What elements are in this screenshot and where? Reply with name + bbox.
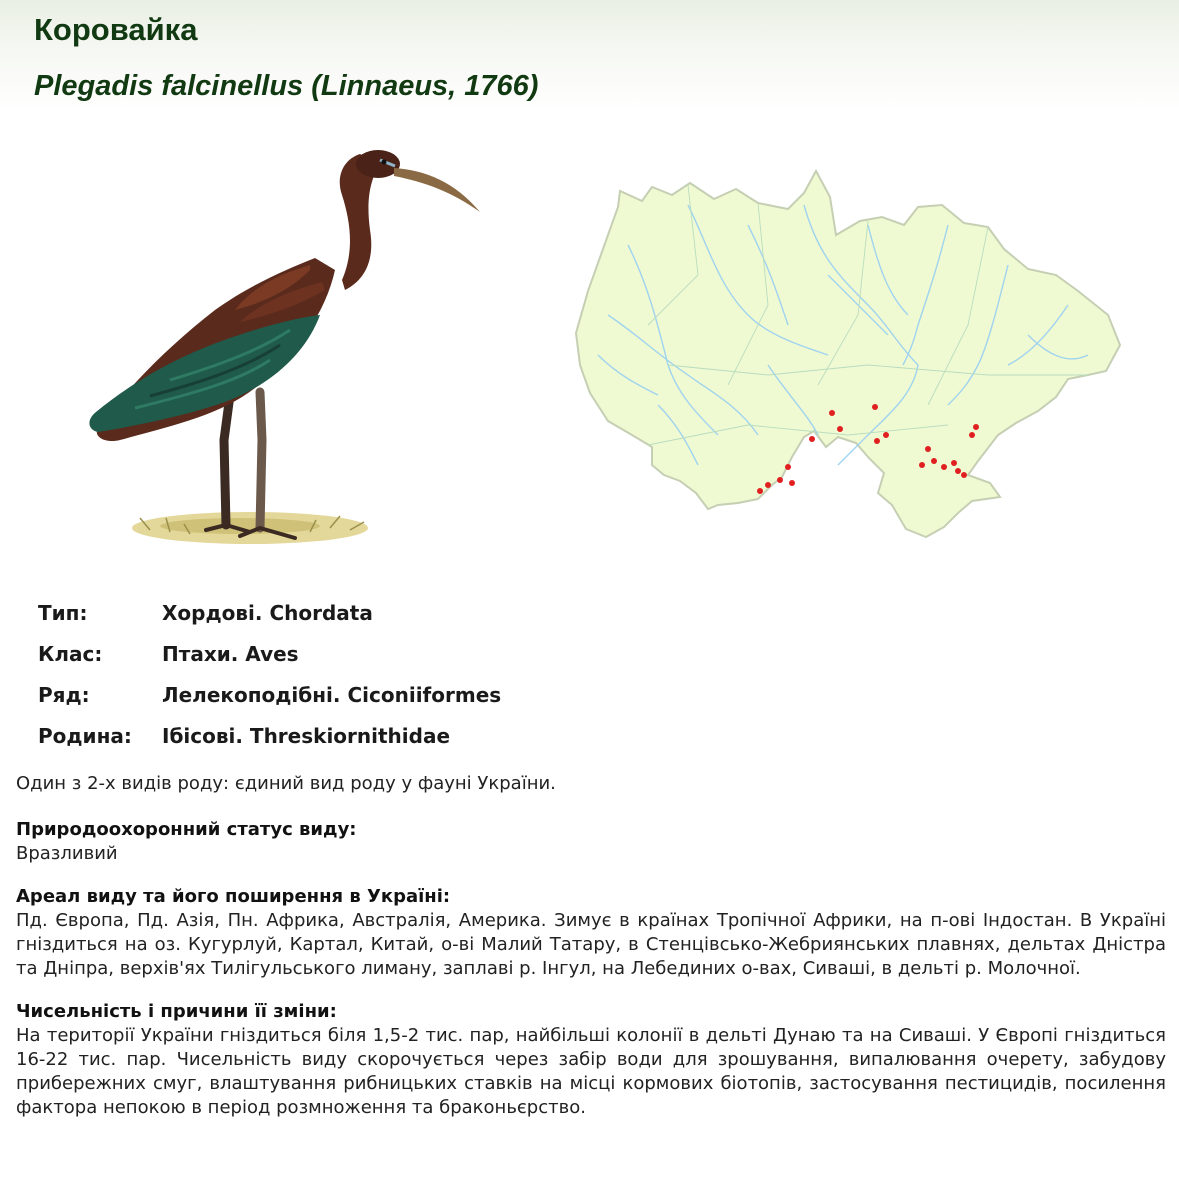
- range-heading: Ареал виду та його поширення в Україні:: [16, 886, 451, 907]
- glossy-ibis-illustration: [80, 140, 490, 560]
- taxonomy-row-type: [38, 592, 501, 633]
- taxonomy-label: Клас:: [38, 641, 103, 666]
- taxonomy-row-class: [38, 633, 501, 674]
- map-territory: [576, 171, 1120, 537]
- taxonomy-row-order: [38, 674, 501, 715]
- species-latin-name: Plegadis falcinellus (Linnaeus, 1766): [34, 70, 539, 102]
- taxonomy-label: Ряд:: [38, 682, 90, 707]
- population-text: На території України гніздиться біля 1,5-2 тис. пар, найбільші колонії в дельті Дунаю та на Сиваші. У Європі гніздиться 16-22 тис. пар. Чисельність виду скорочується через забір води для зрошування, випалювання очерету, забудову прибережних смуг, влаштування рибницьких ставків на місці кормових біотопів, застосування пестицидів, посилення фактора непокою в період розмноження та браконьєрство.: [16, 1025, 1166, 1118]
- taxonomy-label: Родина:: [38, 723, 132, 748]
- ukraine-distribution-map: [568, 165, 1128, 545]
- taxonomy-value: Птахи. Aves: [162, 641, 299, 666]
- status-heading: Природоохоронний статус виду:: [16, 819, 357, 840]
- taxonomy-label: Тип:: [38, 600, 88, 625]
- taxonomy-table: [38, 592, 501, 756]
- status-text: Вразливий: [16, 843, 118, 864]
- intro-text: Один з 2-х видів роду: єдиний вид роду у фауні України.: [16, 773, 556, 794]
- range-text: Пд. Європа, Пд. Азія, Пн. Африка, Австралія, Америка. Зимує в країнах Тропічної Африки, на п-ові Індостан. В Україні гніздиться на оз. Кугурлуй, Картал, Китай, о-ві Малий Татару, в Стенцівсько-Жебриянських плавнях, дельтах Дністра та Дніпра, верхів'ях Тилігульського лиману, заплаві р. Інгул, на Лебединих о-вах, Сиваші, в дельті р. Молочної.: [16, 910, 1166, 979]
- population-heading: Чисельність і причини її зміни:: [16, 1001, 337, 1022]
- species-common-name: Коровайка: [34, 12, 198, 47]
- taxonomy-row-family: [38, 715, 501, 756]
- taxonomy-value: Лелекоподібні. Ciconiiformes: [162, 682, 502, 707]
- taxonomy-value: Хордові. Chordata: [162, 600, 373, 625]
- taxonomy-value: Ібісові. Threskiornithidae: [162, 723, 451, 748]
- species-description: [16, 772, 1166, 1120]
